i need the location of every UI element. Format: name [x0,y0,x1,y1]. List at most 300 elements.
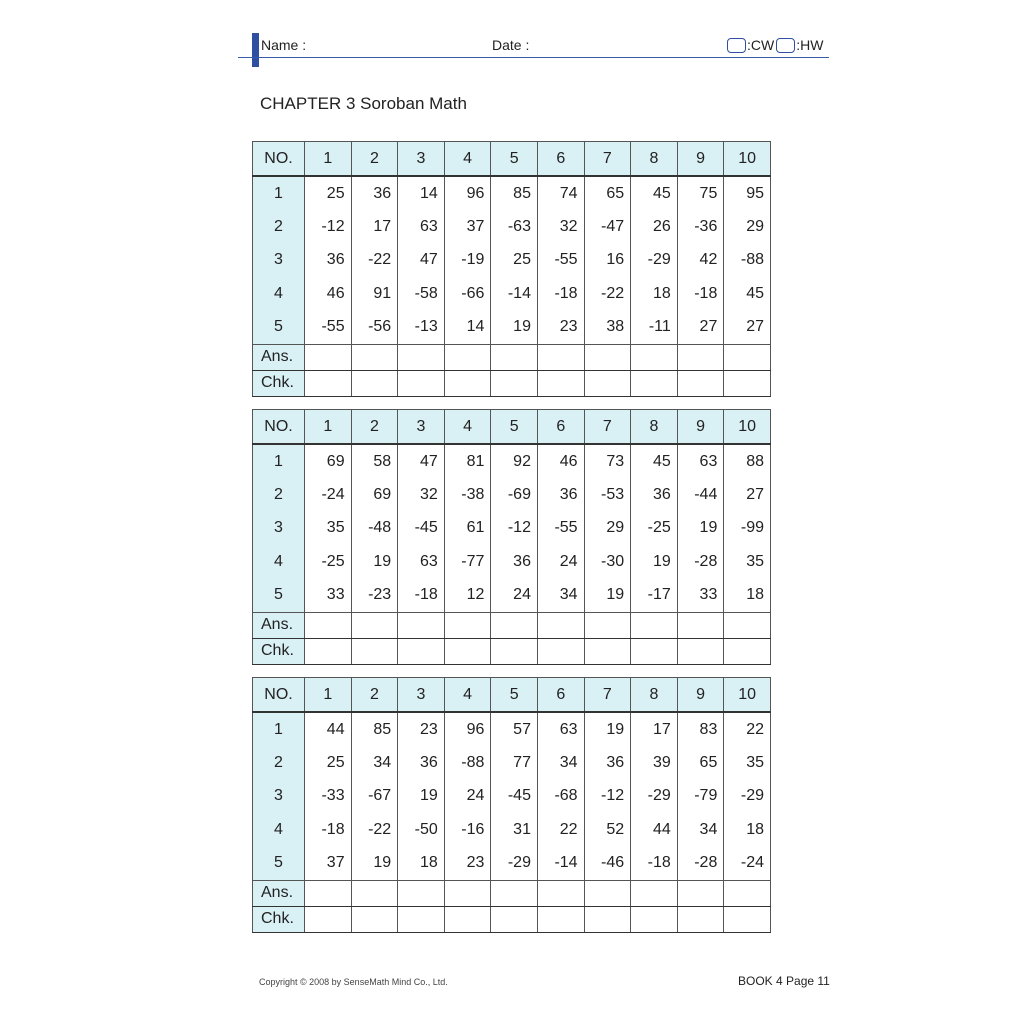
column-header: 10 [724,678,771,713]
check-label: Chk. [253,638,305,664]
answer-cell[interactable] [491,344,538,370]
table-row [253,244,771,277]
number-cell: 33 [677,579,724,613]
number-cell: 44 [631,813,678,846]
column-header: 10 [724,142,771,177]
number-cell: -55 [537,512,584,545]
number-cell: -45 [491,780,538,813]
number-cell: 85 [351,712,398,746]
number-cell: 18 [398,847,445,881]
number-cell: 45 [631,444,678,478]
row-number: 5 [253,847,305,881]
row-number: 3 [253,780,305,813]
check-cell[interactable] [491,906,538,932]
number-cell: -53 [584,478,631,511]
number-cell: 34 [351,746,398,779]
number-cell: -29 [631,244,678,277]
number-cell: 44 [305,712,352,746]
answer-label: Ans. [253,344,305,370]
answer-label: Ans. [253,880,305,906]
answer-cell[interactable] [724,880,771,906]
number-cell: 27 [724,311,771,345]
check-label: Chk. [253,906,305,932]
answer-cell[interactable] [584,344,631,370]
number-cell: 83 [677,712,724,746]
column-header: 6 [537,142,584,177]
number-cell: 19 [351,545,398,578]
check-cell[interactable] [398,370,445,396]
answer-cell[interactable] [537,612,584,638]
table-row [253,478,771,511]
number-cell: -33 [305,780,352,813]
column-header: 2 [351,678,398,713]
number-cell: 36 [491,545,538,578]
answer-cell[interactable] [305,344,352,370]
number-cell: 24 [444,780,491,813]
column-header: 10 [724,410,771,445]
column-header: 6 [537,678,584,713]
number-cell: 63 [398,210,445,243]
number-cell: 12 [444,579,491,613]
number-cell: 69 [351,478,398,511]
number-cell: -25 [305,545,352,578]
check-row [253,370,771,396]
number-cell: 27 [677,311,724,345]
number-cell: -47 [584,210,631,243]
number-cell: 19 [351,847,398,881]
number-cell: 88 [724,444,771,478]
number-cell: 63 [398,545,445,578]
hw-checkbox[interactable] [776,38,795,53]
header-accent-bar [252,33,259,67]
answer-cell[interactable] [631,612,678,638]
check-label: Chk. [253,370,305,396]
number-cell: 45 [724,277,771,310]
answer-cell[interactable] [584,880,631,906]
number-cell: 19 [398,780,445,813]
number-cell: -19 [444,244,491,277]
column-header: 7 [584,410,631,445]
number-cell: 63 [537,712,584,746]
table-row [253,847,771,881]
check-cell[interactable] [631,638,678,664]
number-cell: -63 [491,210,538,243]
row-number: 1 [253,712,305,746]
number-cell: 25 [491,244,538,277]
number-cell: 14 [444,311,491,345]
number-cell: 34 [537,579,584,613]
table-row [253,444,771,478]
number-cell: 46 [305,277,352,310]
number-cell: 24 [537,545,584,578]
number-cell: 31 [491,813,538,846]
date-label: Date : [492,37,530,53]
number-cell: -16 [444,813,491,846]
number-cell: 45 [631,176,678,210]
number-cell: 57 [491,712,538,746]
number-cell: 19 [584,712,631,746]
number-cell: 34 [537,746,584,779]
answer-cell[interactable] [305,612,352,638]
number-cell: -12 [305,210,352,243]
number-cell: -24 [305,478,352,511]
table-row [253,746,771,779]
number-cell: 36 [631,478,678,511]
column-header: 3 [398,678,445,713]
number-cell: -45 [398,512,445,545]
column-header: 3 [398,410,445,445]
name-label: Name : [261,37,307,53]
number-cell: 16 [584,244,631,277]
column-header: 4 [444,142,491,177]
number-cell: -50 [398,813,445,846]
number-cell: -14 [537,847,584,881]
number-cell: -36 [677,210,724,243]
page-number: BOOK 4 Page 11 [738,974,830,988]
column-header: 8 [631,410,678,445]
number-cell: 32 [398,478,445,511]
number-cell: 36 [398,746,445,779]
check-cell[interactable] [724,370,771,396]
check-cell[interactable] [631,906,678,932]
number-cell: 37 [444,210,491,243]
number-cell: -22 [351,244,398,277]
answer-cell[interactable] [398,880,445,906]
column-header: 9 [677,142,724,177]
number-cell: 81 [444,444,491,478]
number-cell: 18 [724,579,771,613]
number-cell: 42 [677,244,724,277]
number-cell: -28 [677,847,724,881]
no-header: NO. [253,678,305,713]
answer-cell[interactable] [351,880,398,906]
row-number: 3 [253,244,305,277]
number-cell: 36 [584,746,631,779]
check-cell[interactable] [677,906,724,932]
column-header: 6 [537,410,584,445]
number-cell: -68 [537,780,584,813]
answer-cell[interactable] [444,880,491,906]
answer-cell[interactable] [537,344,584,370]
number-cell: 23 [537,311,584,345]
number-cell: 65 [584,176,631,210]
number-cell: 95 [724,176,771,210]
number-cell: 29 [584,512,631,545]
column-header: 7 [584,678,631,713]
number-cell: 38 [584,311,631,345]
check-cell[interactable] [584,638,631,664]
number-cell: 33 [305,579,352,613]
number-cell: 35 [724,746,771,779]
number-cell: 39 [631,746,678,779]
number-cell: 63 [677,444,724,478]
cw-hw-selector [727,37,823,53]
number-cell: -55 [305,311,352,345]
number-cell: 18 [631,277,678,310]
number-cell: -18 [305,813,352,846]
number-cell: 36 [537,478,584,511]
number-cell: 19 [491,311,538,345]
number-cell: 25 [305,746,352,779]
number-cell: 69 [305,444,352,478]
check-cell[interactable] [444,906,491,932]
column-header: 2 [351,410,398,445]
column-header: 9 [677,678,724,713]
answer-cell[interactable] [677,880,724,906]
answer-label: Ans. [253,612,305,638]
column-header: 8 [631,142,678,177]
check-cell[interactable] [537,638,584,664]
number-cell: 58 [351,444,398,478]
table-row [253,712,771,746]
number-cell: -88 [444,746,491,779]
number-cell: 25 [305,176,352,210]
check-cell[interactable] [491,370,538,396]
check-cell[interactable] [351,370,398,396]
number-cell: -22 [584,277,631,310]
check-cell[interactable] [584,370,631,396]
row-number: 4 [253,545,305,578]
table-row [253,311,771,345]
answer-cell[interactable] [724,344,771,370]
answer-cell[interactable] [631,880,678,906]
table-row [253,813,771,846]
table-row [253,780,771,813]
number-cell: 27 [724,478,771,511]
hw-label: :HW [796,37,824,53]
no-header: NO. [253,410,305,445]
number-cell: -13 [398,311,445,345]
answer-cell[interactable] [444,344,491,370]
column-header: 4 [444,678,491,713]
number-cell: 35 [305,512,352,545]
problem-table [252,141,771,397]
check-cell[interactable] [677,370,724,396]
number-cell: 36 [305,244,352,277]
check-cell[interactable] [305,370,352,396]
number-cell: -18 [631,847,678,881]
answer-cell[interactable] [584,612,631,638]
number-cell: -66 [444,277,491,310]
row-number: 1 [253,176,305,210]
check-cell[interactable] [351,638,398,664]
number-cell: 73 [584,444,631,478]
number-cell: -48 [351,512,398,545]
number-cell: 47 [398,444,445,478]
answer-cell[interactable] [351,612,398,638]
number-cell: 22 [724,712,771,746]
number-cell: -69 [491,478,538,511]
answer-row [253,880,771,906]
number-cell: -46 [584,847,631,881]
number-cell: -22 [351,813,398,846]
number-cell: -28 [677,545,724,578]
problem-table [252,677,771,933]
check-row [253,638,771,664]
table-row [253,512,771,545]
number-cell: -11 [631,311,678,345]
number-cell: 96 [444,176,491,210]
number-cell: 18 [724,813,771,846]
number-cell: -12 [584,780,631,813]
check-cell[interactable] [444,638,491,664]
column-header: 5 [491,678,538,713]
number-cell: 34 [677,813,724,846]
row-number: 4 [253,813,305,846]
answer-cell[interactable] [537,880,584,906]
number-cell: -79 [677,780,724,813]
column-header: 3 [398,142,445,177]
row-number: 2 [253,746,305,779]
number-cell: -25 [631,512,678,545]
problem-table [252,409,771,665]
number-cell: 37 [305,847,352,881]
row-number: 1 [253,444,305,478]
column-header: 1 [305,142,352,177]
number-cell: -55 [537,244,584,277]
answer-cell[interactable] [398,344,445,370]
table-row [253,176,771,210]
number-cell: 17 [631,712,678,746]
number-cell: 32 [537,210,584,243]
answer-cell[interactable] [444,612,491,638]
number-cell: -24 [724,847,771,881]
answer-cell[interactable] [491,612,538,638]
row-number: 3 [253,512,305,545]
row-number: 2 [253,478,305,511]
check-cell[interactable] [398,638,445,664]
number-cell: 35 [724,545,771,578]
number-cell: 19 [677,512,724,545]
table-row [253,545,771,578]
number-cell: 46 [537,444,584,478]
number-cell: 29 [724,210,771,243]
number-cell: -38 [444,478,491,511]
copyright-text: Copyright © 2008 by SenseMath Mind Co., Ltd. [259,977,448,987]
cw-label: :CW [747,37,775,53]
answer-row [253,612,771,638]
check-cell[interactable] [491,638,538,664]
number-cell: -44 [677,478,724,511]
row-number: 2 [253,210,305,243]
answer-cell[interactable] [677,612,724,638]
check-cell[interactable] [537,370,584,396]
check-cell[interactable] [398,906,445,932]
answer-cell[interactable] [398,612,445,638]
number-cell: 36 [351,176,398,210]
number-cell: -18 [398,579,445,613]
column-header: 8 [631,678,678,713]
number-cell: 47 [398,244,445,277]
number-cell: -12 [491,512,538,545]
number-cell: 17 [351,210,398,243]
answer-cell[interactable] [305,880,352,906]
answer-cell[interactable] [351,344,398,370]
number-cell: 77 [491,746,538,779]
column-header: 7 [584,142,631,177]
number-cell: -14 [491,277,538,310]
check-cell[interactable] [584,906,631,932]
number-cell: -17 [631,579,678,613]
number-cell: -29 [631,780,678,813]
number-cell: -30 [584,545,631,578]
number-cell: -67 [351,780,398,813]
number-cell: -88 [724,244,771,277]
number-cell: 52 [584,813,631,846]
number-cell: 96 [444,712,491,746]
number-cell: 23 [444,847,491,881]
column-header: 5 [491,142,538,177]
number-cell: 74 [537,176,584,210]
check-cell[interactable] [305,638,352,664]
number-cell: -18 [677,277,724,310]
number-cell: -58 [398,277,445,310]
answer-cell[interactable] [491,880,538,906]
check-cell[interactable] [444,370,491,396]
column-header: 1 [305,678,352,713]
number-cell: 85 [491,176,538,210]
check-cell[interactable] [677,638,724,664]
number-cell: 23 [398,712,445,746]
row-number: 5 [253,311,305,345]
check-cell[interactable] [631,370,678,396]
column-header: 1 [305,410,352,445]
answer-cell[interactable] [677,344,724,370]
column-header: 9 [677,410,724,445]
chapter-title: CHAPTER 3 Soroban Math [260,94,467,113]
number-cell: 19 [631,545,678,578]
number-cell: -23 [351,579,398,613]
table-row [253,579,771,613]
answer-cell[interactable] [631,344,678,370]
answer-row [253,344,771,370]
number-cell: -18 [537,277,584,310]
row-number: 4 [253,277,305,310]
number-cell: 22 [537,813,584,846]
header-rule [238,57,829,58]
no-header: NO. [253,142,305,177]
table-row [253,210,771,243]
check-cell[interactable] [351,906,398,932]
number-cell: 26 [631,210,678,243]
number-cell: -56 [351,311,398,345]
check-cell[interactable] [305,906,352,932]
number-cell: 24 [491,579,538,613]
number-cell: -29 [491,847,538,881]
number-cell: -77 [444,545,491,578]
check-row [253,906,771,932]
check-cell[interactable] [724,906,771,932]
table-row [253,277,771,310]
number-cell: 75 [677,176,724,210]
number-cell: -99 [724,512,771,545]
number-cell: 92 [491,444,538,478]
number-cell: 91 [351,277,398,310]
check-cell[interactable] [537,906,584,932]
number-cell: 19 [584,579,631,613]
check-cell[interactable] [724,638,771,664]
answer-cell[interactable] [724,612,771,638]
column-header: 2 [351,142,398,177]
number-cell: -29 [724,780,771,813]
row-number: 5 [253,579,305,613]
column-header: 5 [491,410,538,445]
number-cell: 61 [444,512,491,545]
number-cell: 65 [677,746,724,779]
column-header: 4 [444,410,491,445]
number-cell: 14 [398,176,445,210]
cw-checkbox[interactable] [727,38,746,53]
